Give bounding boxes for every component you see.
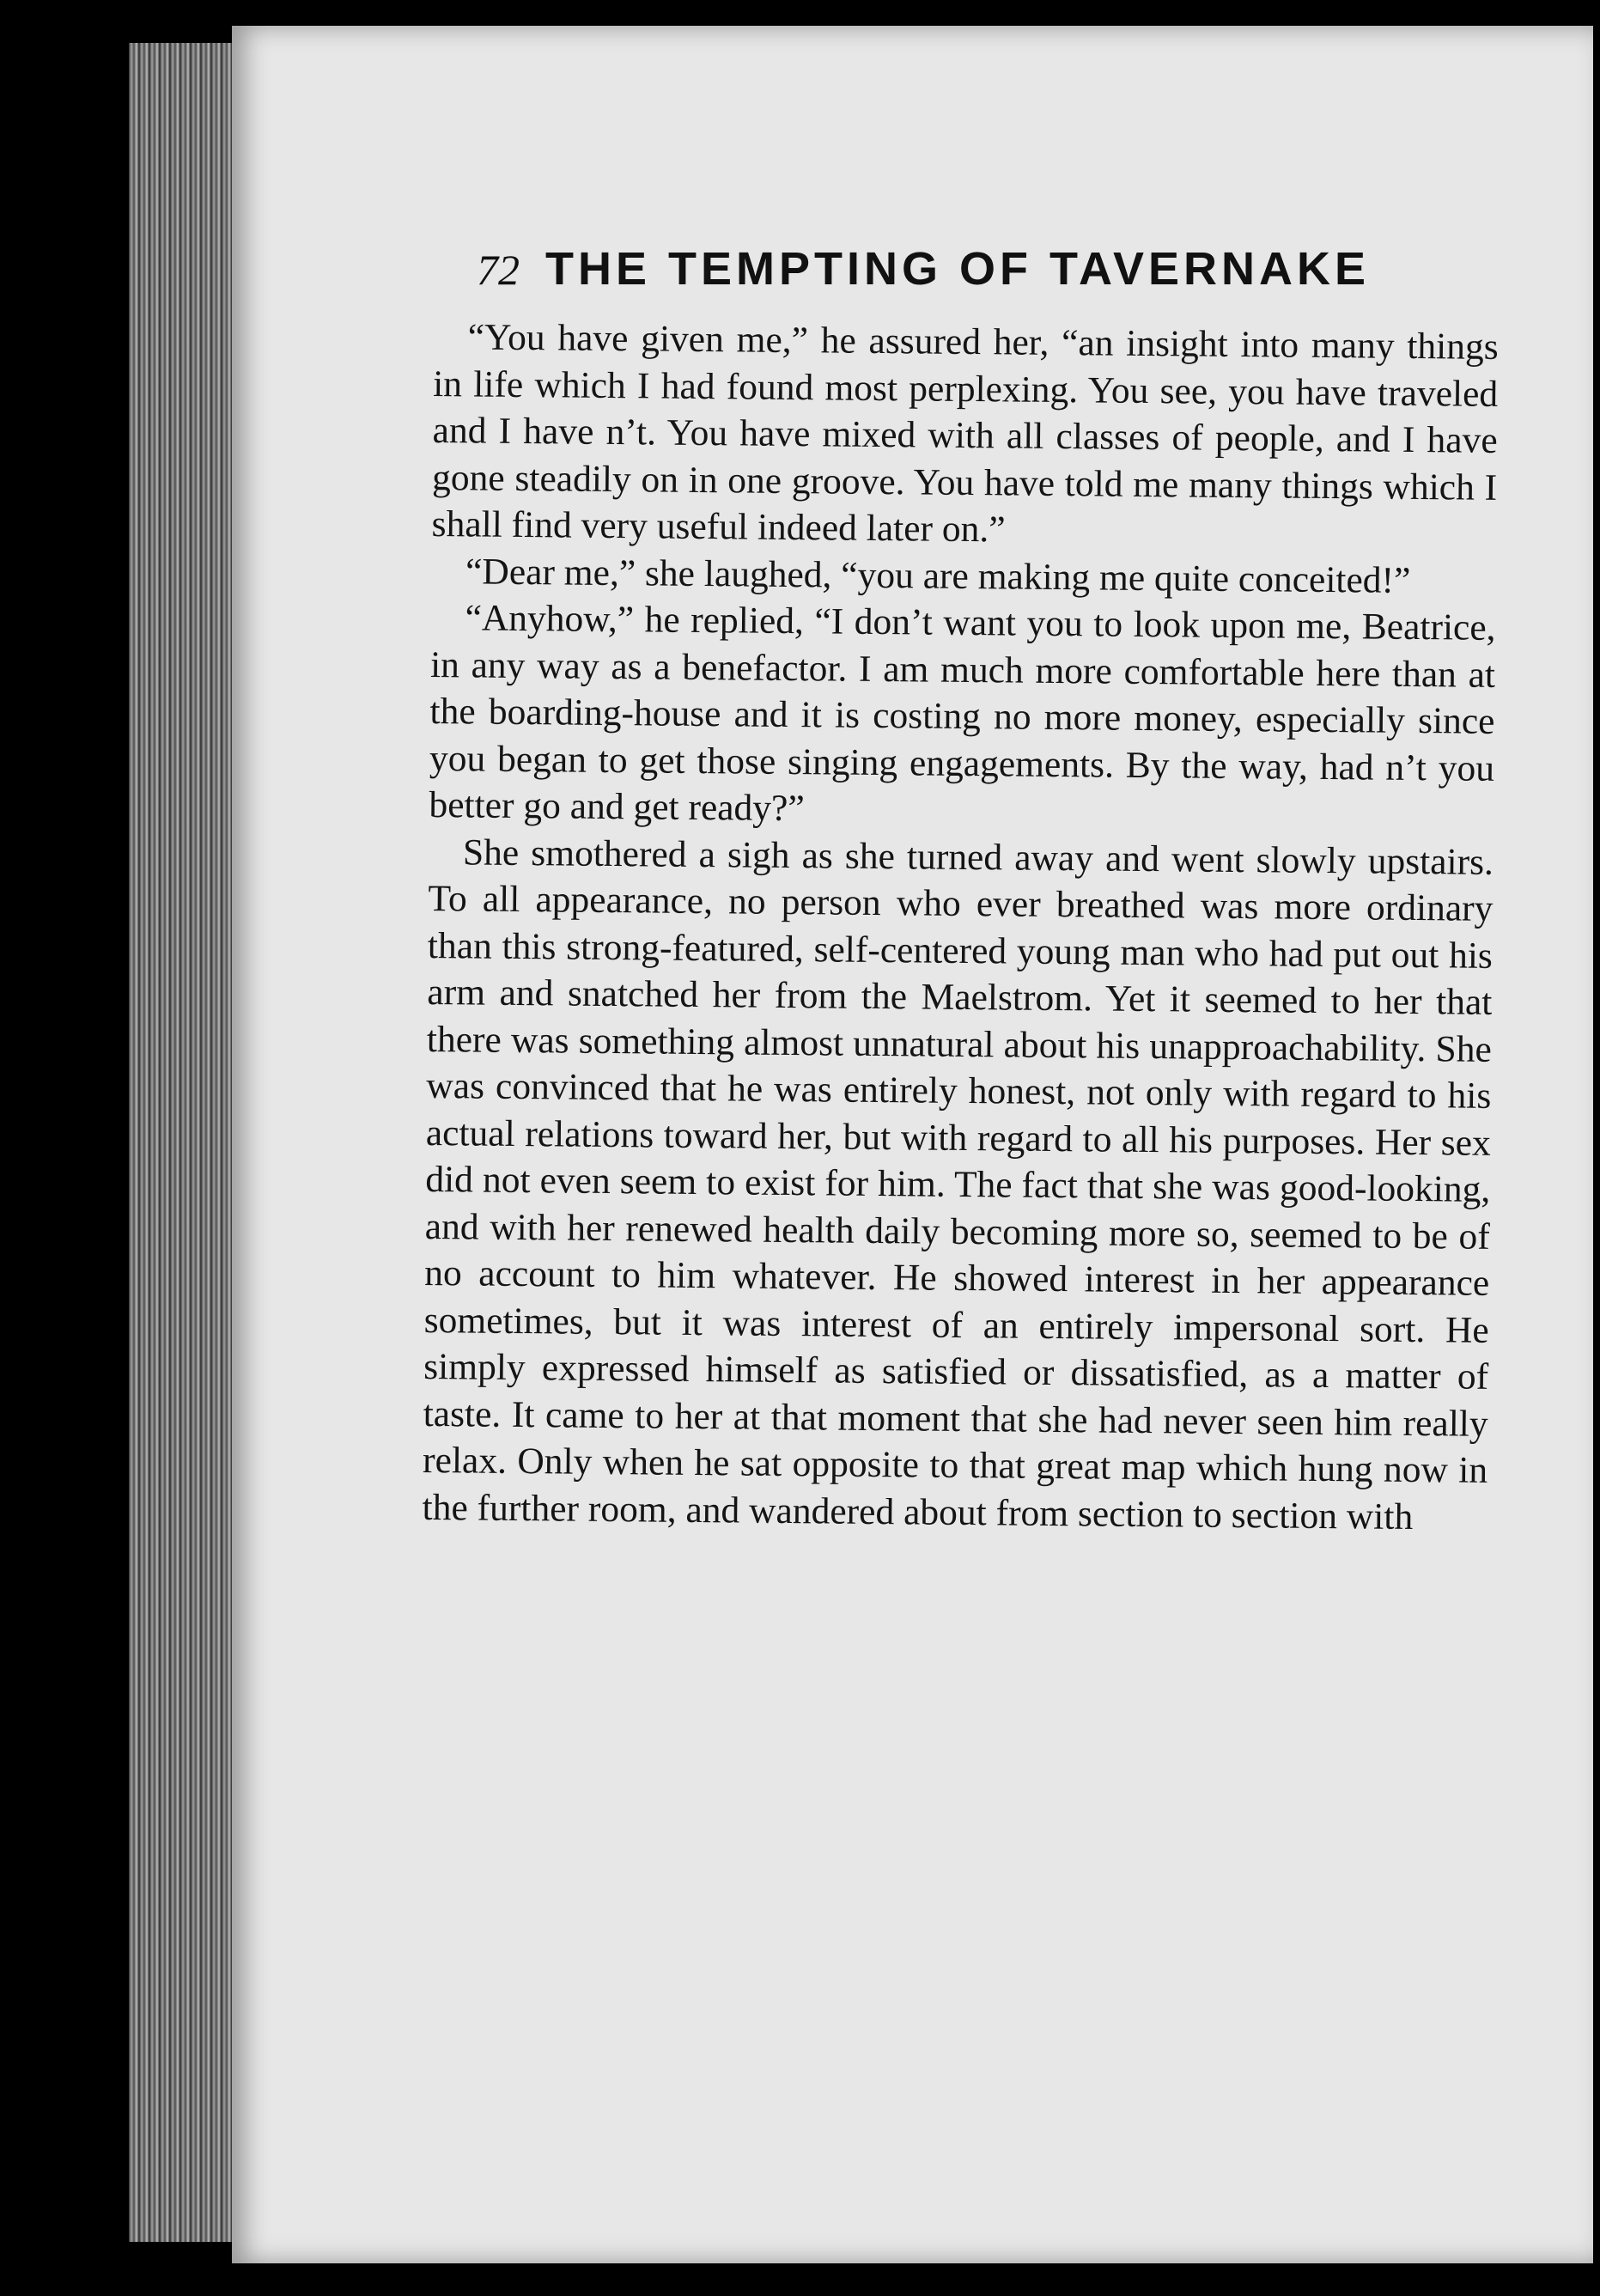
paragraph: “Anyhow,” he replied, “I don’t want you to look upon me, Beatrice, in any way as a benefactor. I am much more comfortable here than at the boarding-house and it is costing no more money, especially since you began to get those singing engagements. By the way, had n’t you better go and get ready?” (429, 597, 1496, 830)
running-head (477, 242, 1439, 302)
book-title: THE TEMPTING OF TAVERNAKE (545, 243, 1370, 295)
paragraph: She smothered a sigh as she turned away and went slowly upstairs. To all appearance, no person who ever breathed was more ordinary than this strong-featured, self-centered young man who had put out his arm and snatched her from the Maelstrom. Yet it seemed to her that there was something almost unnatural about his unapproachability. She was convinced that he was entirely honest, not only with regard to his actual relations toward her, but with regard to all his purposes. Her sex did not even seem to exist for him. The fact that she was good-looking, and with her renewed health daily becoming more so, seemed to be of no account to him whatever. He showed interest in her appearance sometimes, but it was interest of an entirely impersonal sort. He simply expressed himself as satisfied or dissatisfied, as a matter of taste. It came to her at that moment that she had never seen him really relax. Only when he sat opposite to that great map which hung now in the further room, and wandered about from section to section with (422, 831, 1494, 1538)
paragraph: “Dear me,” she laughed, “you are making me quite conceited!” (465, 550, 1411, 601)
body-text (422, 314, 1499, 1541)
page-number: 72 (477, 246, 520, 294)
book-page-edges (129, 43, 249, 2242)
paragraph: “You have given me,” he assured her, “an insight into many things in life which I had found most perplexing. You see, you have traveled and I have n’t. You have mixed with all classes of people, and I have gone steadily on in one groove. You have told me many things which I shall find very useful indeed later on.” (431, 316, 1499, 551)
